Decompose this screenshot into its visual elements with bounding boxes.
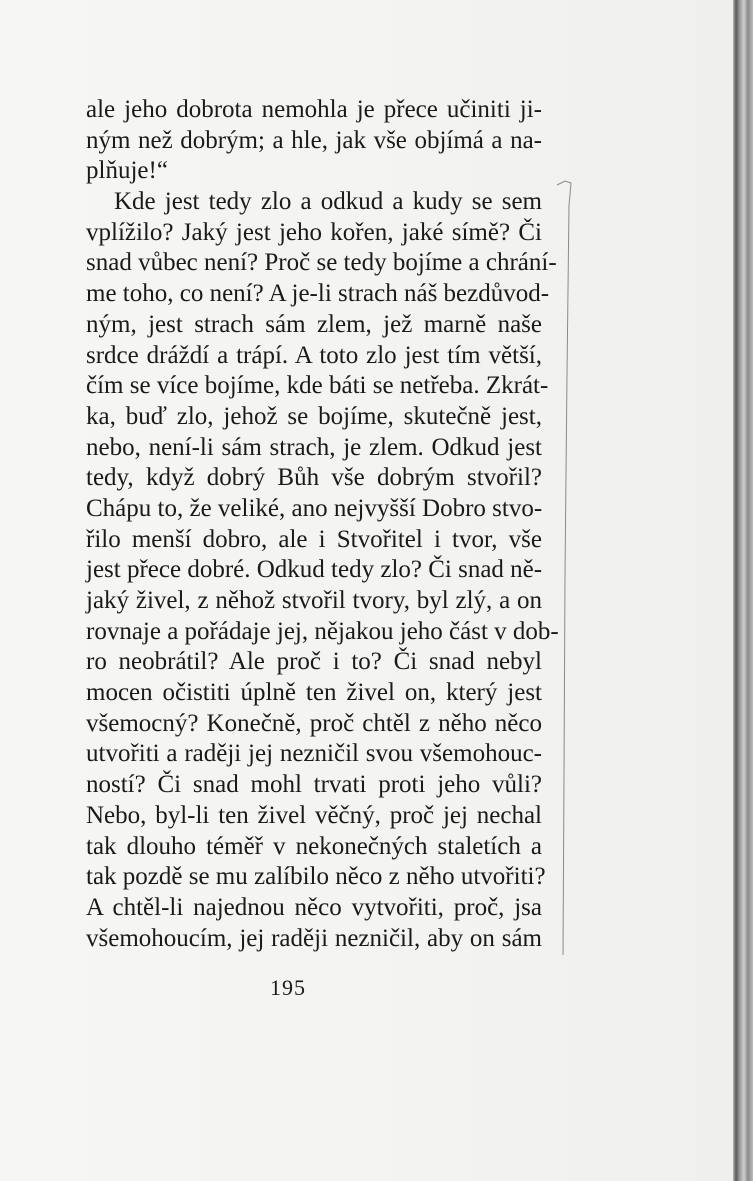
text-line: snad vůbec není? Proč se tedy bojíme a chrání- bbox=[86, 249, 557, 277]
text-line: vplížilo? Jaký jest jeho kořen, jaké símě? Či bbox=[86, 218, 542, 246]
text-line: ností? Či snad mohl trvati proti jeho vůli? bbox=[86, 771, 542, 799]
text-line: jaký živel, z něhož stvořil tvory, byl zlý, a on bbox=[86, 587, 542, 614]
text-line: ka, buď zlo, jehož se bojíme, skutečně jest, bbox=[86, 402, 542, 430]
text-line: Chápu to, že veliké, ano nejvyšší Dobro stvo- bbox=[86, 494, 543, 522]
text-line: nebo, není-li sám strach, je zlem. Odkud jest bbox=[86, 433, 542, 461]
text-line: srdce dráždí a trápí. A toto zlo jest tím větší, bbox=[86, 341, 542, 369]
text-line: Nebo, byl-li ten živel věčný, proč jej nechal bbox=[86, 801, 542, 829]
text-line: čím se více bojíme, kde báti se netřeba. Zkrát- bbox=[86, 372, 549, 400]
text-line: mocen očistiti úplně ten živel on, který jest bbox=[86, 679, 542, 707]
text-line: ným, jest strach sám zlem, jež marně naše bbox=[86, 310, 542, 338]
text-line: A chtěl-li najednou něco vytvořiti, proč, jsa bbox=[86, 893, 542, 921]
text-line: plňuje!“ bbox=[86, 157, 168, 185]
text-line: ale jeho dobrota nemohla je přece učiniti ji- bbox=[86, 96, 542, 123]
text-line: všemohoucím, jej raději nezničil, aby on sám bbox=[86, 924, 542, 952]
text-line: tak dlouho téměř v nekonečných staletích a bbox=[86, 832, 542, 860]
text-line: jest přece dobré. Odkud tedy zlo? Či snad ně- bbox=[86, 556, 543, 584]
text-line: ro neobrátil? Ale proč i to? Či snad nebyl bbox=[86, 648, 542, 676]
text-line: řilo menší dobro, ale i Stvořitel i tvor, vše bbox=[86, 525, 542, 553]
pencil-margin-mark bbox=[555, 175, 575, 955]
text-line: rovnaje a pořádaje jej, nějakou jeho část v dob- bbox=[86, 617, 559, 645]
text-line: tedy, když dobrý Bůh vše dobrým stvořil? bbox=[86, 464, 542, 492]
body-text bbox=[86, 95, 559, 954]
text-line: tak pozdě se mu zalíbilo něco z něho utvořiti? bbox=[86, 863, 546, 891]
text-line: me toho, co není? A je-li strach náš bezdůvod- bbox=[86, 280, 550, 308]
text-line: utvořiti a raději jej nezničil svou všemohouc- bbox=[86, 740, 542, 768]
paragraph-start-line: Kde jest tedy zlo a odkud a kudy se sem bbox=[114, 188, 542, 216]
book-spine-edge bbox=[733, 0, 753, 1181]
page-number: 195 bbox=[270, 975, 306, 1000]
text-line: všemocný? Konečně, proč chtěl z něho něco bbox=[86, 709, 542, 737]
text-line: ným než dobrým; a hle, jak vše objímá a na- bbox=[86, 126, 542, 154]
